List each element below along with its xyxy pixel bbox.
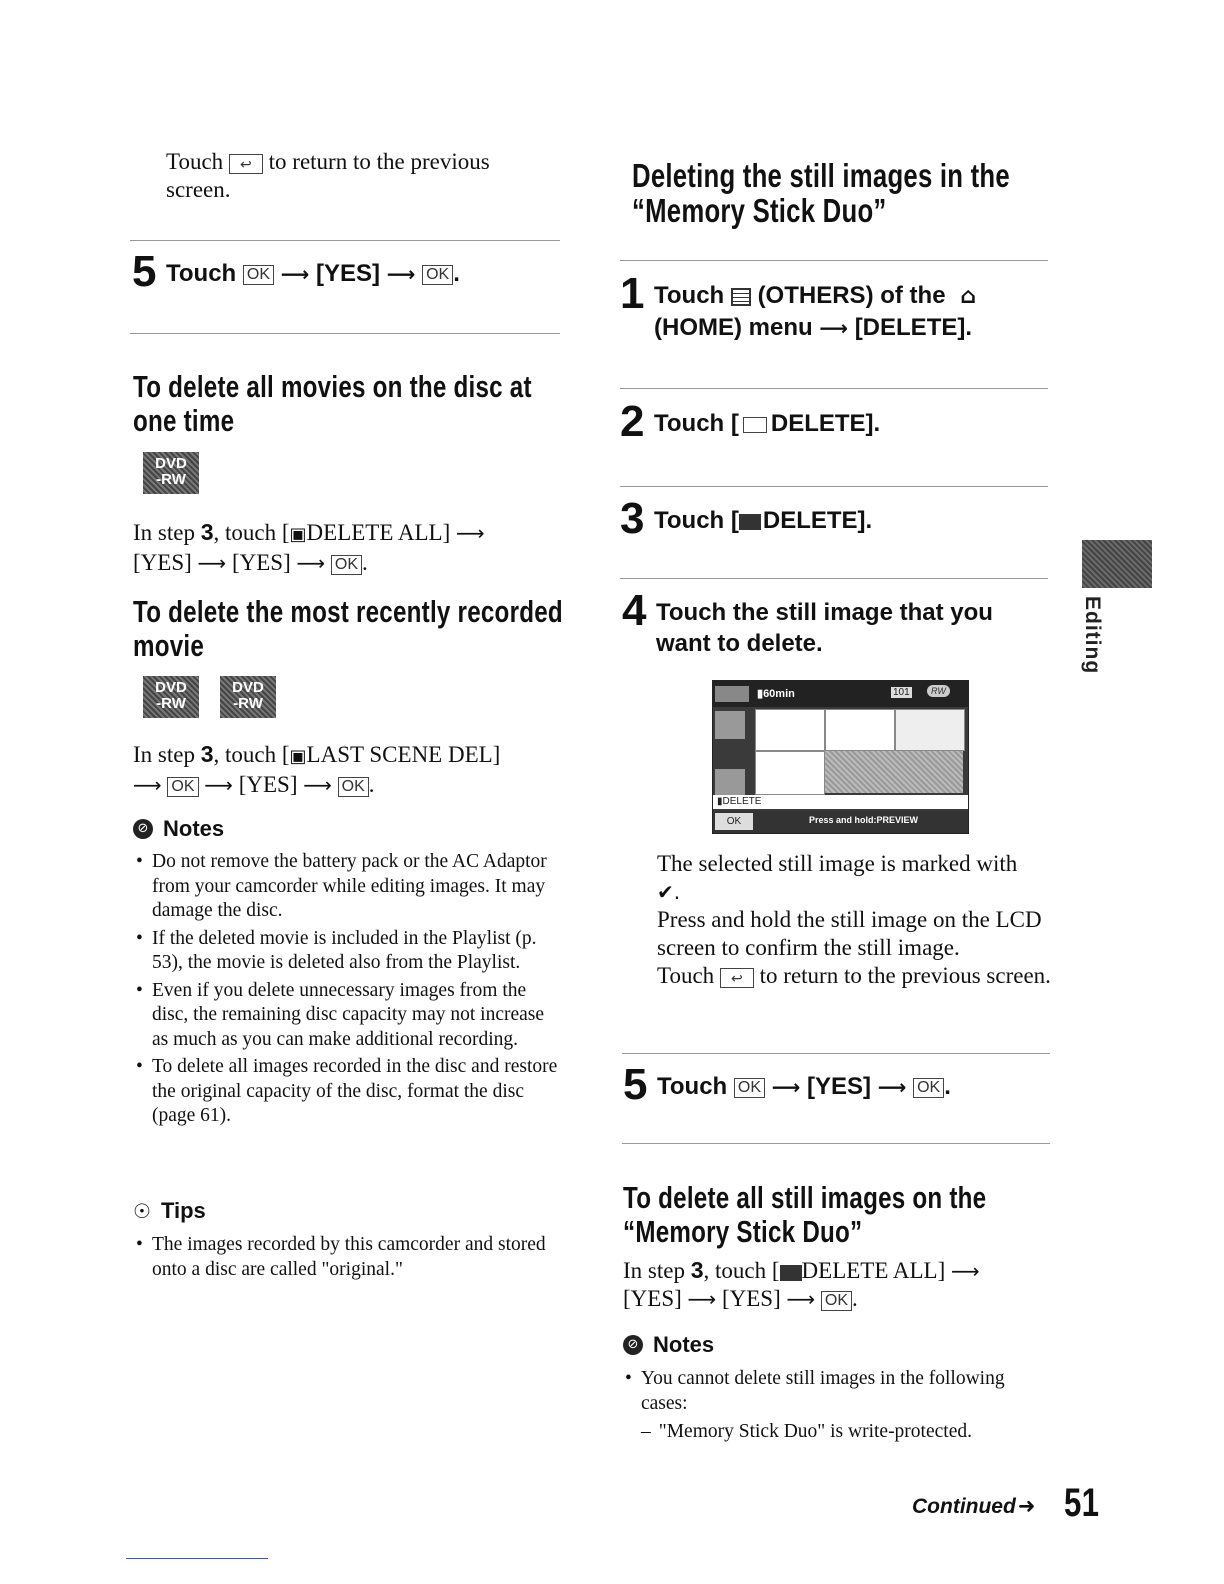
still-image-icon [739, 514, 761, 530]
arrow-icon: ⟶ [204, 773, 233, 797]
right-step-2: 2 Touch [ DELETE]. [620, 397, 881, 446]
step-number: 2 [620, 397, 645, 446]
ok-button-icon: OK [167, 777, 198, 797]
film-icon: ▣ [289, 524, 307, 545]
section-heading-delete-all-stills: To delete all still images on the “Memory Stick Duo” [623, 1180, 987, 1249]
arrow-icon: ⟶ [771, 1075, 801, 1099]
right-step-1: 1 Touch (OTHERS) of the ⌂ (HOME) menu ⟶ [DELETE]. [620, 269, 976, 341]
scroll-down-button[interactable] [715, 769, 745, 797]
divider [620, 388, 1048, 389]
thumbnail-area [825, 751, 963, 793]
side-tab-label: Editing [1081, 596, 1104, 675]
capacity-indicator: ▮60min [757, 688, 795, 700]
ok-button-icon: OK [913, 1078, 944, 1098]
dvd-rw-badge: DVD -RW [143, 676, 199, 718]
folder-number: 101 [893, 687, 910, 698]
right-step-4: 4 Touch the still image that you want to delete. [622, 586, 993, 657]
side-tab-marker [1082, 540, 1152, 588]
divider [622, 1053, 1050, 1054]
dvd-rw-badge: DVD -RW [220, 676, 276, 718]
thumbnail[interactable] [825, 709, 895, 751]
list-item: • Do not remove the battery pack or the AC Adaptor from your camcorder while editing images. It may damage the disc. [134, 850, 559, 924]
preview-hint: Press and hold:PREVIEW [809, 815, 919, 825]
scroll-up-button[interactable] [715, 711, 745, 739]
section-text: In step 3, touch [▣LAST SCENE DEL] ⟶ OK ⟶ [YES] ⟶ OK . [133, 741, 501, 797]
divider [620, 578, 1048, 579]
screen-top-bar [713, 681, 968, 707]
arrow-icon: ⟶ [296, 551, 326, 575]
return-icon: ↩ [229, 154, 263, 174]
return-instruction: Touch ↩ to return to the previous screen. [166, 149, 490, 202]
page-number: 51 [1064, 1481, 1100, 1525]
arrow-icon: ⟶ [280, 262, 310, 286]
step-number: 3 [620, 494, 645, 543]
continued-label: Continued➜ [912, 1495, 1036, 1518]
ok-button-icon: OK [821, 1291, 852, 1311]
step-number: 1 [620, 269, 645, 318]
step-4-description: The selected still image is marked with ✔. Press and hold the still image on the LCD screen to confirm the still image. Touch ↩ to return to the previous screen. [657, 850, 1057, 990]
others-icon [731, 288, 751, 306]
notes-list [623, 1367, 1048, 1419]
film-icon: ▣ [289, 746, 307, 767]
return-icon: ↩ [720, 968, 754, 988]
list-item: • Even if you delete unnecessary images from the disc, the remaining disc capacity may not increase as much as you can make additional recording. [134, 979, 559, 1053]
media-icon: RW [927, 685, 950, 697]
footer-rule [126, 1558, 268, 1559]
notes-heading: ⊘ Notes [623, 1332, 714, 1358]
lcd-screen [712, 680, 969, 834]
screen-bottom-bar [713, 811, 968, 833]
notes-icon: ⊘ [623, 1335, 643, 1355]
arrow-icon: ⟶ [687, 1287, 717, 1311]
list-item: • The images recorded by this camcorder and stored onto a disc are called "original." [134, 1233, 559, 1282]
list-item: • If the deleted movie is included in the Playlist (p. 53), the movie is deleted also from the Playlist. [134, 927, 559, 976]
right-step-3: 3 Touch [ DELETE]. [620, 494, 873, 543]
tips-heading: ☉ Tips [133, 1198, 206, 1223]
arrow-icon: ⟶ [197, 551, 227, 575]
arrow-icon: ⟶ [133, 773, 162, 797]
tips-list [134, 1233, 559, 1285]
thumbnail[interactable] [755, 751, 825, 795]
right-step-5: 5 Touch OK ⟶ [YES] ⟶ OK . [623, 1060, 951, 1109]
list-item: • To delete all images recorded in the disc and restore the original capacity of the disc, format the disc (page 61). [134, 1055, 559, 1129]
arrow-icon: ⟶ [819, 316, 849, 340]
divider [620, 486, 1048, 487]
screen-ok-button[interactable]: OK [715, 813, 753, 830]
notes-list [134, 850, 559, 1132]
home-icon: ⌂ [960, 284, 976, 309]
sub-list-item: – "Memory Stick Duo" is write-protected. [641, 1421, 972, 1442]
check-mark-icon: ✔. [657, 880, 681, 904]
arrow-icon: ⟶ [786, 1287, 816, 1311]
notes-icon: ⊘ [133, 819, 153, 839]
divider [130, 333, 560, 334]
memory-stick-icon [743, 417, 767, 433]
notes-heading: ⊘ Notes [133, 816, 224, 842]
thumbnail[interactable] [895, 709, 965, 751]
arrow-right-icon: ➜ [1017, 1495, 1036, 1518]
section-text: In step 3, touch [ DELETE ALL] ⟶ [YES] ⟶ [YES] ⟶ OK . [623, 1257, 980, 1311]
arrow-icon: ⟶ [303, 773, 332, 797]
ok-button-icon: OK [331, 555, 362, 575]
ok-button-icon: OK [422, 265, 453, 285]
divider [130, 240, 560, 241]
lightbulb-icon: ☉ [133, 1199, 151, 1223]
dvd-rw-badge: DVD -RW [143, 452, 199, 494]
section-heading-delete-recent-movie: To delete the most recently recorded movie [133, 594, 563, 663]
list-item: • You cannot delete still images in the following cases: [623, 1367, 1048, 1416]
arrow-icon: ⟶ [456, 521, 485, 545]
section-heading-delete-all-movies: To delete all movies on the disc at one time [133, 369, 532, 438]
thumbnail[interactable] [755, 709, 825, 751]
ok-button-icon: OK [734, 1078, 765, 1098]
section-text: In step 3, touch [▣DELETE ALL] ⟶ [YES] ⟶ [YES] ⟶ OK . [133, 519, 485, 575]
step-number: 4 [622, 586, 647, 635]
ok-button-icon: OK [338, 777, 369, 797]
back-button[interactable] [715, 686, 749, 702]
still-image-icon [780, 1265, 802, 1281]
page-title: Deleting the still images in the “Memory Stick Duo” [632, 157, 1010, 229]
step-number: 5 [623, 1060, 648, 1109]
arrow-icon: ⟶ [877, 1075, 907, 1099]
delete-label-bar: ▮DELETE [713, 795, 968, 809]
arrow-icon: ⟶ [951, 1259, 980, 1283]
divider [622, 1143, 1050, 1144]
divider [620, 260, 1048, 261]
arrow-icon: ⟶ [386, 262, 416, 286]
ok-button-icon: OK [243, 265, 274, 285]
left-step-5: 5 Touch OK ⟶ [YES] ⟶ OK . [132, 247, 460, 296]
step-number: 5 [132, 247, 157, 296]
